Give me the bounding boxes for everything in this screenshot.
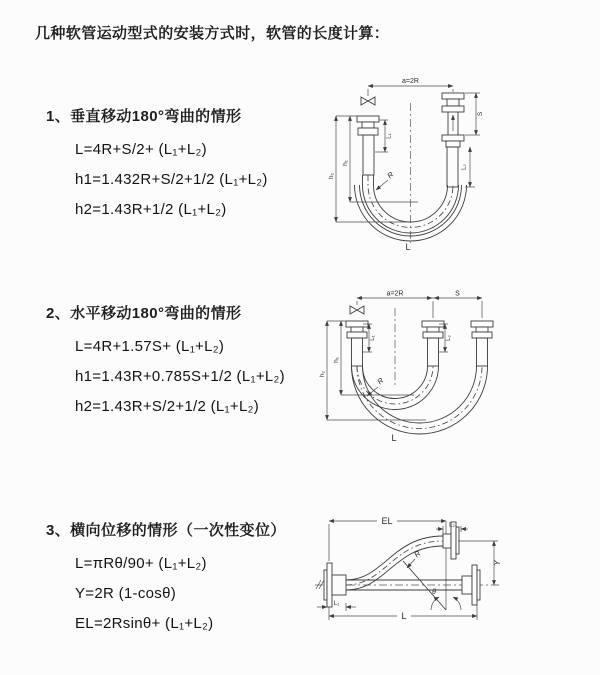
dimension-a2r-s (357, 298, 482, 318)
dim-label-r: R (375, 375, 386, 387)
flange-fitting-right-mid (442, 135, 464, 147)
dim-label-l1: L₁ (386, 133, 393, 139)
flange-fitting-right (471, 321, 493, 338)
formula-L: L=4R+S/2+ (L₁+L₂) (75, 141, 207, 158)
dim-label-length: L (391, 433, 397, 443)
dim-label-a2r: a=2R (386, 290, 404, 298)
flange-fitting-right-top (442, 93, 464, 112)
dim-label-l2: L₂ (446, 335, 452, 341)
section-heading: 1、垂直移动180°弯曲的情形 (46, 108, 242, 125)
formula-h1: h1=1.43R+0.785S+1/2 (L₁+L₂) (75, 368, 285, 385)
dimension-el (329, 521, 446, 561)
diagram-vertical-180-bend (318, 73, 493, 255)
dim-label-l1: L₁ (333, 601, 340, 607)
dim-label-l1: L₁ (370, 335, 376, 341)
page-title: 几种软管运动型式的安装方式时，软管的长度计算： (35, 25, 390, 42)
angle-construction-line (403, 561, 446, 610)
dim-label-l2: L₂ (461, 164, 468, 170)
flange-fitting-right-lower (462, 565, 480, 605)
section-horizontal-180 (46, 302, 285, 422)
formula-EL: EL=2Rsinθ+ (L₁+L₂) (75, 615, 214, 632)
dim-label-el: EL (381, 516, 393, 526)
dim-label-l2: L₂ (449, 522, 455, 529)
radius-leader (376, 180, 388, 190)
formula-Y: Y=2R (1-cosθ) (75, 585, 177, 602)
dim-label-r: R (385, 169, 396, 181)
formula-L: L=4R+1.57S+ (L₁+L₂) (75, 338, 225, 355)
dim-label-a2r: a=2R (402, 78, 419, 85)
section-lateral-displacement (46, 519, 286, 639)
formula-h1: h1=1.432R+S/2+1/2 (L₁+L₂) (75, 171, 268, 188)
dim-label-h2: h₂ (328, 172, 335, 180)
section-vertical-180 (46, 105, 268, 225)
dim-label-s: S (477, 111, 484, 117)
dim-label-y: Y (493, 560, 502, 566)
diagram-horizontal-180-bend (314, 288, 496, 446)
braided-hose-left (352, 338, 363, 366)
flange-fitting-left (357, 116, 379, 135)
formula-h2: h2=1.43R+1/2 (L₁+L₂) (75, 201, 227, 218)
formula-h2: h2=1.43R+S/2+1/2 (L₁+L₂) (75, 398, 260, 415)
dim-label-h1: h₁ (333, 357, 340, 363)
braided-hose-mid (428, 338, 439, 366)
hose-u-bend-position2 (352, 366, 488, 434)
formula-L: L=πRθ/90+ (L₁+L₂) (75, 555, 207, 572)
dimension-a2r (368, 86, 453, 96)
braided-hose-right (447, 147, 458, 187)
diagram-lateral-displacement (312, 509, 508, 631)
centerline-break-mark (316, 580, 324, 589)
dim-label-length: L (405, 242, 411, 252)
dim-label-h1: h₁ (342, 160, 349, 166)
dim-label-s: S (455, 290, 460, 298)
section-heading: 3、横向位移的情形（一次性变位） (46, 522, 286, 539)
flange-fitting-mid (422, 321, 444, 338)
hose-s-curve (346, 536, 443, 590)
flange-fitting-left (346, 321, 368, 338)
dim-label-r: R (412, 548, 423, 560)
braided-hose-left (363, 135, 374, 175)
dim-label-h2: h₂ (319, 370, 326, 378)
section-heading: 2、水平移动180°弯曲的情形 (46, 305, 242, 322)
dim-label-length: L (401, 611, 407, 621)
valve-icon (361, 97, 375, 105)
radius-leader (407, 559, 415, 568)
valve-icon (350, 306, 364, 314)
dim-label-theta: θ (432, 589, 436, 596)
braided-hose-right (477, 338, 488, 366)
